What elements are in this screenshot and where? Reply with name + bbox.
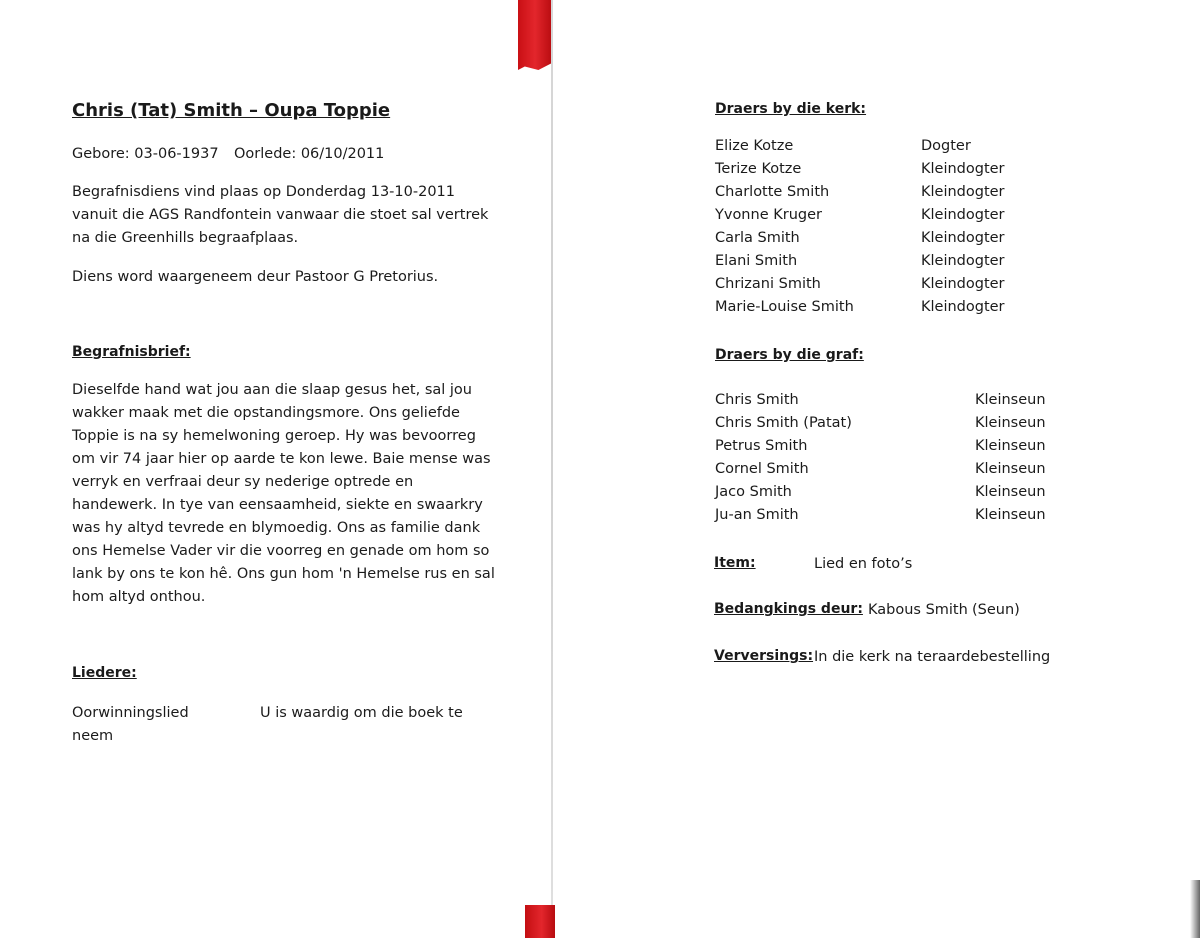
bearer-name: Carla Smith: [715, 230, 800, 246]
letter-line: ons Hemelse Vader vir die voorreg en genade om hom so: [72, 543, 490, 559]
bearer-relation: Kleindogter: [921, 184, 1005, 200]
bearer-relation: Kleinseun: [975, 415, 1046, 431]
bearer-name: Cornel Smith: [715, 461, 809, 477]
song-title: U is waardig om die boek te: [260, 705, 463, 721]
bearer-relation: Kleindogter: [921, 230, 1005, 246]
letter-line: om vir 74 jaar hier op aarde te kon lewe. Baie mense was: [72, 451, 491, 467]
letter-heading: Begrafnisbrief:: [72, 344, 191, 360]
bearer-name: Ju-an Smith: [715, 507, 799, 523]
bearer-name: Jaco Smith: [715, 484, 792, 500]
songs-heading: Liedere:: [72, 665, 137, 681]
bearer-name: Chrizani Smith: [715, 276, 821, 292]
service-line: vanuit die AGS Randfontein vanwaar die stoet sal vertrek: [72, 207, 489, 223]
bearer-name: Charlotte Smith: [715, 184, 830, 200]
bearer-relation: Kleindogter: [921, 299, 1005, 315]
bearer-name: Elani Smith: [715, 253, 798, 269]
letter-line: wakker maak met die opstandingsmore. Ons geliefde: [72, 405, 460, 421]
bearer-name: Terize Kotze: [715, 161, 802, 177]
thanks-name: Kabous Smith: [868, 602, 968, 618]
bearer-relation: Kleindogter: [921, 276, 1005, 292]
service-line: Begrafnisdiens vind plaas op Donderdag 13-10-2011: [72, 184, 455, 200]
right-page: [552, 0, 1200, 938]
letter-line: Toppie is na sy hemelwoning geroep. Hy was bevoorreg: [72, 428, 476, 444]
bearer-relation: Kleindogter: [921, 207, 1005, 223]
song-label: Oorwinningslied: [72, 705, 189, 721]
death-date: Oorlede: 06/10/2011: [234, 146, 385, 162]
funeral-letter: [72, 379, 495, 609]
bearer-relation: Kleinseun: [975, 507, 1046, 523]
bearer-relation: Kleinseun: [975, 484, 1046, 500]
song-title-continued: neem: [72, 728, 114, 744]
letter-line: hom altyd onthou.: [72, 589, 206, 605]
item-label: Item:: [714, 555, 756, 571]
page-edge-shadow: [1190, 880, 1200, 938]
left-page: [0, 0, 552, 938]
grave-bearers-heading: Draers by die graf:: [715, 347, 864, 363]
letter-line: was hy altyd tevrede en blymoedig. Ons as familie dank: [72, 520, 481, 536]
bearer-name: Chris Smith (Patat): [715, 415, 852, 431]
birth-date: Gebore: 03-06-1937: [72, 146, 219, 162]
bearer-relation: Kleinseun: [975, 438, 1046, 454]
bearer-name: Petrus Smith: [715, 438, 808, 454]
bearer-relation: Kleindogter: [921, 161, 1005, 177]
refreshments-label: Verversings:: [714, 648, 814, 664]
thanks-relation: (Seun): [972, 602, 1020, 618]
bearer-relation: Kleinseun: [975, 461, 1046, 477]
bearer-name: Chris Smith: [715, 392, 799, 408]
letter-line: Dieselfde hand wat jou aan die slaap gesus het, sal jou: [72, 382, 472, 398]
church-bearers-heading: Draers by die kerk:: [715, 101, 867, 117]
bearer-name: Marie-Louise Smith: [715, 299, 854, 315]
officiant: Diens word waargeneem deur Pastoor G Pretorius.: [72, 269, 439, 285]
bearer-name: Yvonne Kruger: [715, 207, 822, 223]
item-value: Lied en foto’s: [814, 556, 913, 572]
bearer-relation: Kleindogter: [921, 253, 1005, 269]
letter-line: lank by ons te kon hê. Ons gun hom 'n Hemelse rus en sal: [72, 566, 495, 582]
bearer-relation: Kleinseun: [975, 392, 1046, 408]
bearer-name: Elize Kotze: [715, 138, 794, 154]
bearer-relation: Dogter: [921, 138, 971, 154]
letter-line: handewerk. In tye van eensaamheid, siekte en swaarkry: [72, 497, 483, 513]
letter-line: verryk en verfraai deur sy nederige optrede en: [72, 474, 414, 490]
service-line: na die Greenhills begraafplaas.: [72, 230, 299, 246]
thanks-label: Bedangkings deur:: [714, 601, 863, 617]
page-title: Chris (Tat) Smith – Oupa Toppie: [72, 100, 391, 121]
service-info: [72, 181, 492, 250]
refreshments-value: In die kerk na teraardebestelling: [814, 649, 1051, 665]
